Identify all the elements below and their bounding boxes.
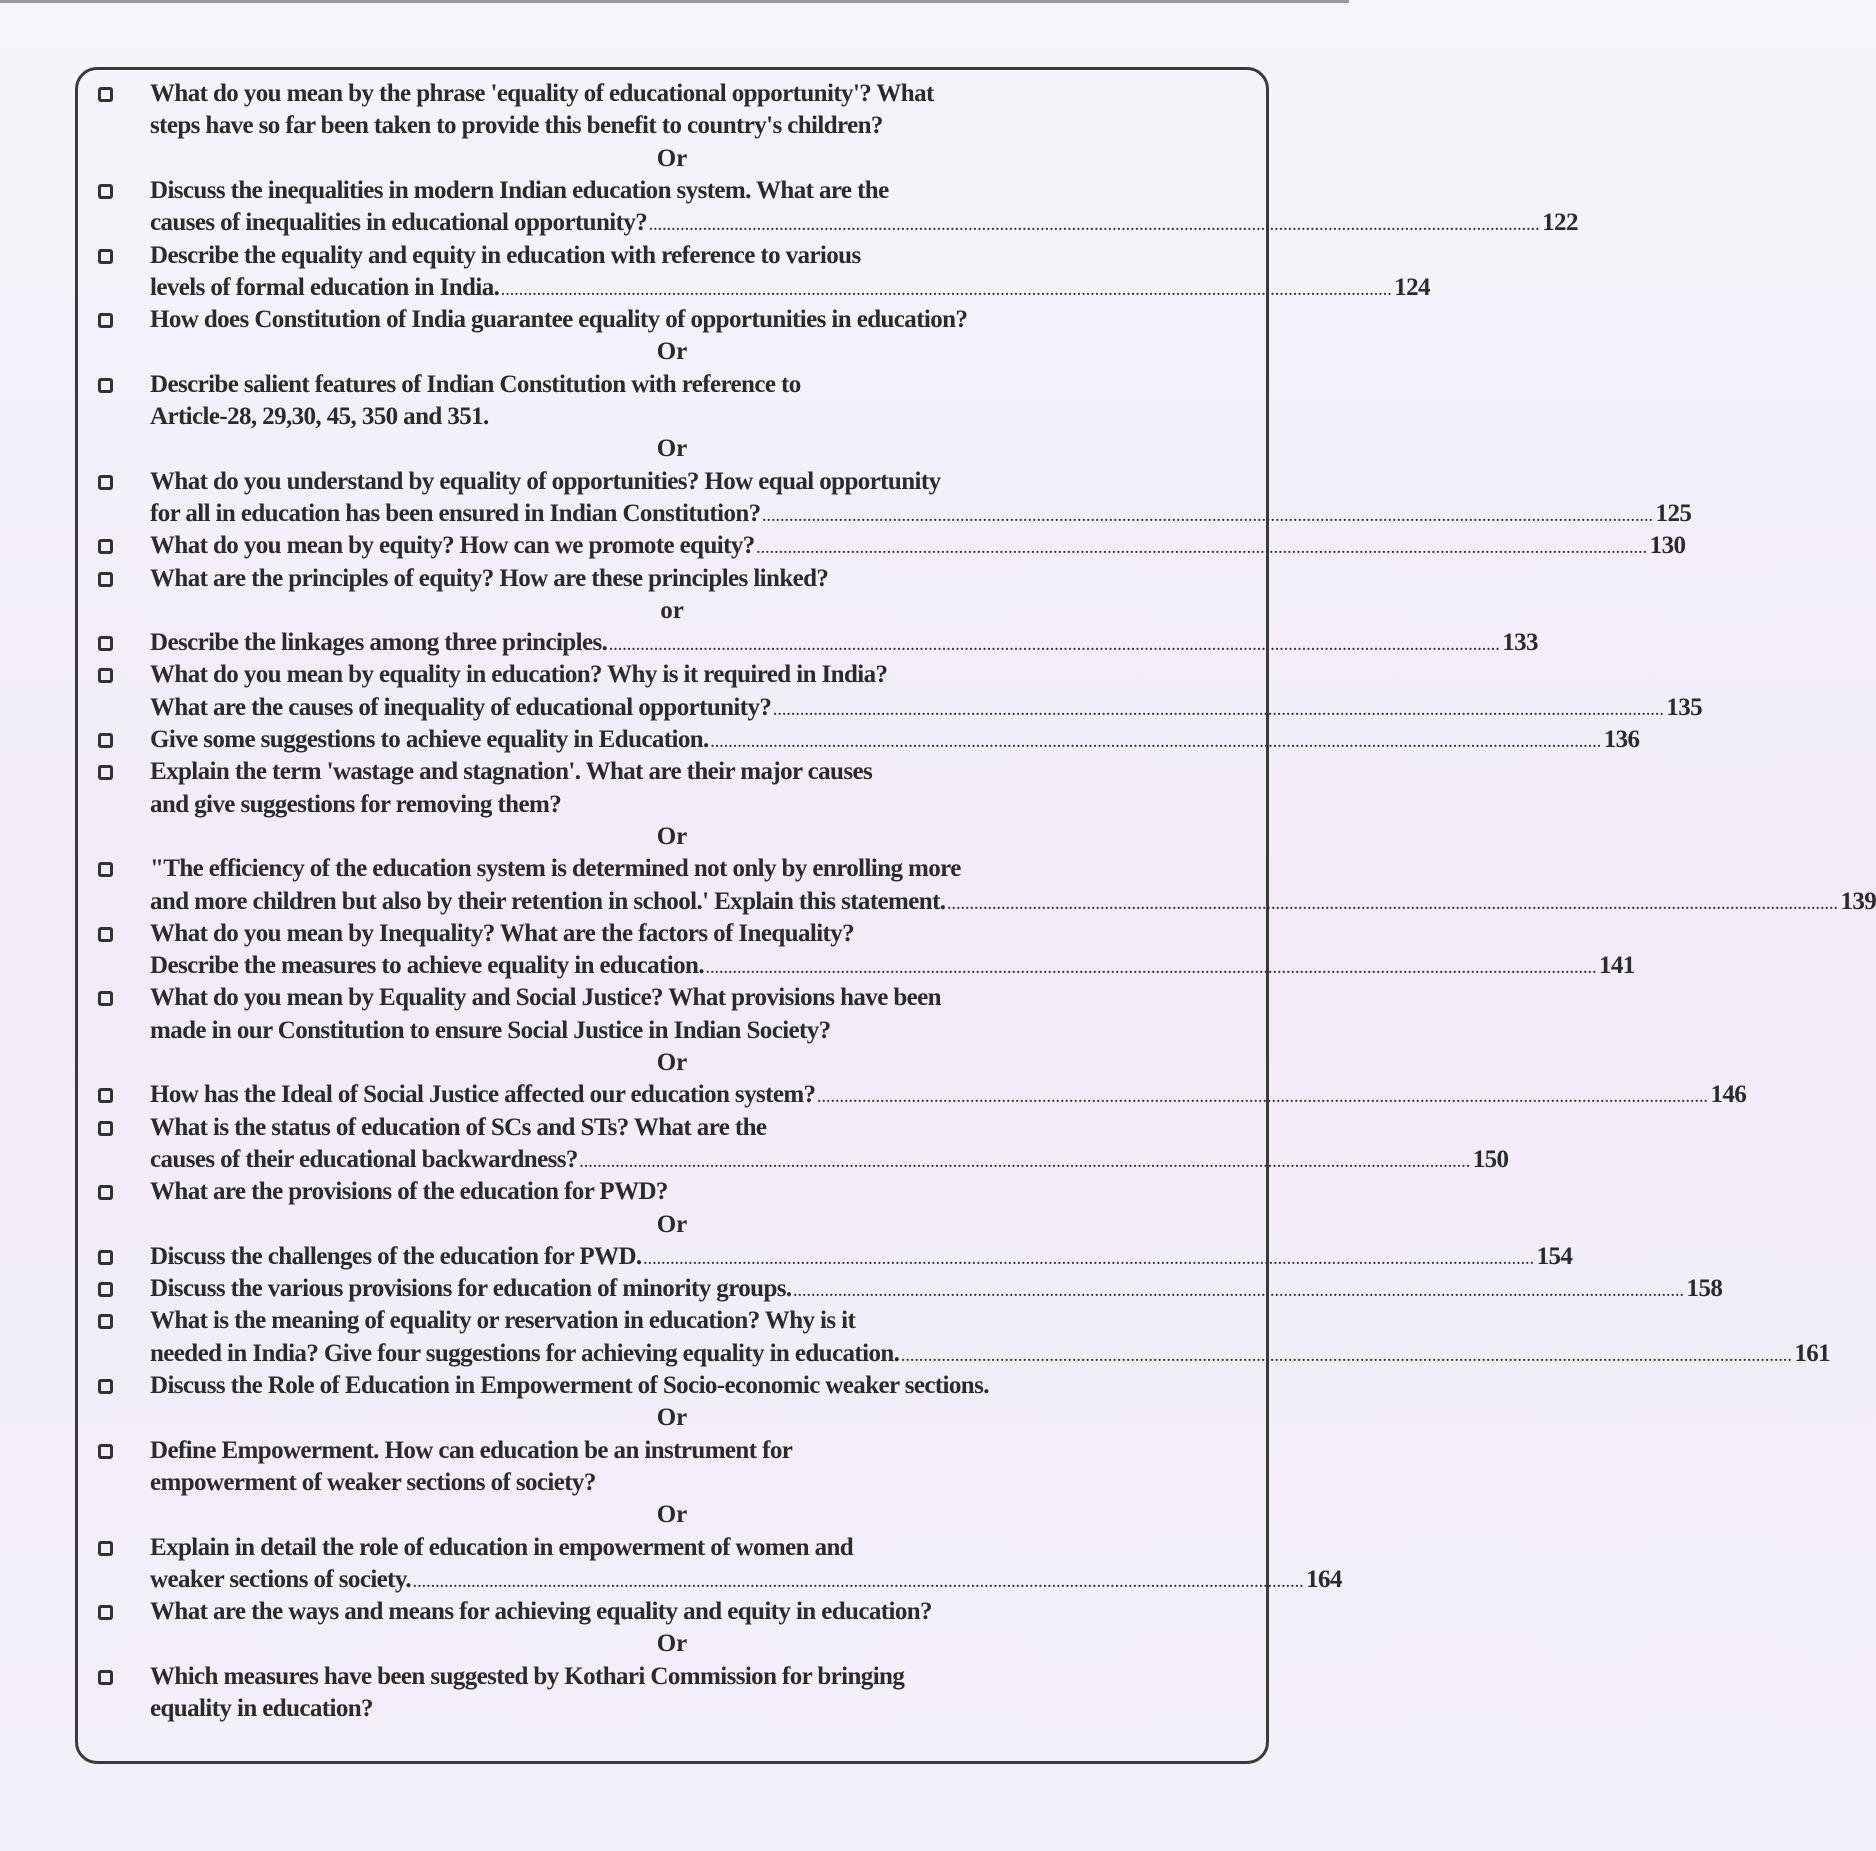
question-text: Article-28, 29,30, 45, 350 and 351. <box>150 403 489 430</box>
question-text: Explain in detail the role of education in empowerment of women and <box>150 1533 854 1561</box>
question-line <box>150 240 1250 272</box>
question-line <box>150 1596 1250 1628</box>
question-text: weaker sections of society. <box>150 1565 412 1593</box>
question-line <box>150 1467 1250 1499</box>
question-line <box>150 1661 1250 1693</box>
question-text: What do you mean by equity? How can we promote equity? <box>150 532 755 560</box>
entry-with-page[interactable] <box>150 1144 1509 1180</box>
checkbox-icon[interactable] <box>98 991 113 1006</box>
entry-with-page[interactable] <box>150 724 1640 760</box>
page-number[interactable]: 158 <box>1686 1275 1723 1303</box>
checkbox-icon[interactable] <box>98 475 113 490</box>
question-text: What do you mean by equality in education? Why is it required in India? <box>150 661 888 689</box>
checkbox-icon[interactable] <box>98 1379 113 1394</box>
page-number[interactable]: 135 <box>1666 693 1703 721</box>
page-number[interactable]: 125 <box>1655 499 1692 527</box>
question-text: "The efficiency of the education system is determined not only by enrolling more <box>150 855 961 883</box>
or-separator: Or <box>656 1210 688 1238</box>
question-text: Describe the measures to achieve equality in education. <box>150 952 704 980</box>
question-line <box>150 1176 1250 1208</box>
question-line <box>150 110 1250 142</box>
question-text: What do you mean by Equality and Social Justice? What provisions have been <box>150 984 941 1012</box>
dot-leader: ...................................................................................................................................................................................................... <box>762 509 1654 525</box>
question-line <box>150 1112 1250 1144</box>
dot-leader: ...................................................................................................................................................................................................... <box>705 962 1597 978</box>
question-text: Describe the linkages among three principles. <box>150 629 608 657</box>
checkbox-icon[interactable] <box>98 184 113 199</box>
entry-with-page[interactable] <box>150 1079 1747 1115</box>
question-line <box>150 950 1635 982</box>
entry-with-page[interactable] <box>150 886 1876 922</box>
checkbox-icon[interactable] <box>98 1088 113 1103</box>
question-text: made in our Constitution to ensure Social Justice in Indian Society? <box>150 1016 831 1044</box>
question-text: equality in education? <box>150 1695 373 1722</box>
question-text: How has the Ideal of Social Justice affected our education system? <box>150 1081 816 1109</box>
question-text: Define Empowerment. How can education be an instrument for <box>150 1436 793 1464</box>
or-separator: Or <box>656 1404 688 1432</box>
question-line <box>150 1015 1250 1047</box>
or-separator: or <box>660 596 684 624</box>
dot-leader: ...................................................................................................................................................................................................... <box>756 542 1648 558</box>
entry-with-page[interactable] <box>150 1241 1573 1277</box>
question-line <box>150 1273 1723 1305</box>
question-line <box>150 724 1640 756</box>
entry-with-page[interactable] <box>150 1338 1831 1374</box>
dot-leader: ...................................................................................................................................................................................................... <box>947 897 1839 913</box>
dot-leader: ...................................................................................................................................................................................................... <box>501 283 1393 299</box>
dot-leader: ...................................................................................................................................................................................................... <box>643 1252 1535 1268</box>
page-number[interactable]: 141 <box>1598 952 1635 980</box>
checkbox-icon[interactable] <box>98 733 113 748</box>
checkbox-icon[interactable] <box>98 539 113 554</box>
checkbox-icon[interactable] <box>98 1541 113 1556</box>
checkbox-icon[interactable] <box>98 1185 113 1200</box>
question-text: Discuss the challenges of the education for PWD. <box>150 1242 642 1270</box>
question-line <box>150 692 1703 724</box>
question-text: Give some suggestions to achieve equality in Education. <box>150 726 709 753</box>
question-line <box>150 530 1686 562</box>
or-separator: Or <box>656 338 688 366</box>
dot-leader: ...................................................................................................................................................................................................... <box>413 1575 1305 1591</box>
or-separator: Or <box>656 1049 688 1076</box>
question-line <box>150 789 1250 821</box>
question-line <box>150 272 1430 304</box>
dot-leader: ...................................................................................................................................................................................................... <box>710 736 1602 751</box>
question-text: Describe salient features of Indian Constitution with reference to <box>150 370 801 398</box>
or-separator: Or <box>656 1630 688 1658</box>
page-number[interactable]: 124 <box>1394 273 1430 301</box>
or-separator: Or <box>656 435 688 463</box>
or-separator: Or <box>656 1501 688 1529</box>
checkbox-icon[interactable] <box>98 249 113 264</box>
question-line <box>150 1144 1509 1176</box>
checkbox-icon[interactable] <box>98 1314 113 1329</box>
question-line <box>150 1693 1250 1725</box>
question-text: Discuss the inequalities in modern Indian education system. What are the <box>150 176 889 204</box>
page-number[interactable]: 150 <box>1472 1145 1509 1173</box>
question-line <box>150 1435 1250 1467</box>
question-text: What do you mean by Inequality? What are the factors of Inequality? <box>150 919 855 947</box>
dot-leader: ...................................................................................................................................................................................................... <box>817 1091 1709 1107</box>
question-text: Explain the term 'wastage and stagnation'. What are their major causes <box>150 758 873 786</box>
page-number[interactable]: 139 <box>1840 887 1876 915</box>
page-number[interactable]: 133 <box>1502 629 1538 657</box>
entry-with-page[interactable] <box>150 1273 1723 1309</box>
question-line <box>150 1338 1831 1370</box>
checkbox-icon[interactable] <box>98 1670 113 1685</box>
page-number[interactable]: 122 <box>1542 209 1578 237</box>
entry-with-page[interactable] <box>150 272 1430 308</box>
checkbox-icon[interactable] <box>98 1444 113 1459</box>
question-line <box>150 659 1250 691</box>
question-line <box>150 1532 1250 1564</box>
checkbox-icon[interactable] <box>98 1282 113 1297</box>
dot-leader: ...................................................................................................................................................................................................... <box>773 703 1665 719</box>
page-top-edge <box>0 0 1349 3</box>
dot-leader: ...................................................................................................................................................................................................... <box>649 219 1541 235</box>
page-number[interactable]: 130 <box>1649 532 1686 560</box>
checkbox-icon[interactable] <box>98 1605 113 1620</box>
or-separator: Or <box>656 144 688 172</box>
entry-with-page[interactable] <box>150 627 1538 663</box>
question-line <box>150 563 1250 595</box>
question-text: steps have so far been taken to provide this benefit to country's children? <box>150 112 883 140</box>
question-line <box>150 369 1250 401</box>
checkbox-icon[interactable] <box>98 313 113 328</box>
question-line <box>150 1241 1573 1273</box>
question-text: for all in education has been ensured in Indian Constitution? <box>150 499 761 527</box>
dot-leader: ...................................................................................................................................................................................................... <box>793 1285 1685 1301</box>
checkbox-icon[interactable] <box>98 927 113 942</box>
question-text: What do you mean by the phrase 'equality of educational opportunity'? What <box>150 80 934 107</box>
question-text: levels of formal education in India. <box>150 273 500 301</box>
checkbox-icon[interactable] <box>98 862 113 877</box>
question-line <box>150 756 1250 788</box>
entry-with-page[interactable] <box>150 950 1635 986</box>
page-number[interactable]: 164 <box>1306 1565 1342 1593</box>
checkbox-icon[interactable] <box>98 765 113 780</box>
question-line <box>150 886 1876 918</box>
entry-with-page[interactable] <box>150 1564 1342 1600</box>
checkbox-icon[interactable] <box>98 572 113 587</box>
entry-with-page[interactable] <box>150 498 1692 534</box>
question-text: What is the status of education of SCs and STs? What are the <box>150 1113 767 1141</box>
page-number[interactable]: 154 <box>1536 1242 1573 1270</box>
dot-leader: ...................................................................................................................................................................................................... <box>901 1349 1793 1365</box>
question-line <box>150 207 1578 239</box>
checkbox-icon[interactable] <box>98 1250 113 1265</box>
question-line <box>150 1305 1250 1337</box>
checkbox-icon[interactable] <box>98 636 113 651</box>
question-line <box>150 304 1250 336</box>
question-text: What do you understand by equality of opportunities? How equal opportunity <box>150 467 941 495</box>
question-text: Discuss the various provisions for education of minority groups. <box>150 1275 792 1303</box>
question-text: needed in India? Give four suggestions for achieving equality in education. <box>150 1339 900 1367</box>
question-line <box>150 466 1250 498</box>
page-number[interactable]: 161 <box>1794 1339 1831 1367</box>
question-line <box>150 175 1250 207</box>
question-line <box>150 853 1250 885</box>
checkbox-icon[interactable] <box>98 1121 113 1136</box>
question-line <box>150 1564 1342 1596</box>
question-text: What are the causes of inequality of educational opportunity? <box>150 693 772 721</box>
question-text: Which measures have been suggested by Kothari Commission for bringing <box>150 1662 905 1690</box>
question-line <box>150 627 1538 659</box>
checkbox-icon[interactable] <box>98 87 113 102</box>
dot-leader: ...................................................................................................................................................................................................... <box>609 639 1501 655</box>
question-text: causes of inequalities in educational opportunity? <box>150 209 648 237</box>
question-text: What are the ways and means for achieving equality and equity in education? <box>150 1598 932 1626</box>
question-text: How does Constitution of India guarantee equality of opportunities in education? <box>150 306 968 334</box>
question-text: and more children but also by their retention in school.' Explain this statement. <box>150 887 946 915</box>
checkbox-icon[interactable] <box>98 378 113 393</box>
question-text: empowerment of weaker sections of society? <box>150 1468 596 1496</box>
question-line <box>150 498 1692 530</box>
question-text: What are the provisions of the education for PWD? <box>150 1178 668 1206</box>
checkbox-icon[interactable] <box>98 668 113 683</box>
dot-leader: ...................................................................................................................................................................................................... <box>579 1155 1471 1171</box>
entry-with-page[interactable] <box>150 207 1578 243</box>
question-line <box>150 401 1250 433</box>
question-line <box>150 1370 1250 1402</box>
question-text: causes of their educational backwardness? <box>150 1145 578 1173</box>
page-number[interactable]: 146 <box>1710 1081 1747 1109</box>
question-text: Describe the equality and equity in education with reference to various <box>150 241 861 269</box>
question-text: and give suggestions for removing them? <box>150 790 562 818</box>
question-line <box>150 982 1250 1014</box>
entry-with-page[interactable] <box>150 530 1686 566</box>
question-line <box>150 918 1250 950</box>
entry-with-page[interactable] <box>150 692 1703 728</box>
question-text: What is the meaning of equality or reservation in education? Why is it <box>150 1307 856 1335</box>
question-text: Discuss the Role of Education in Empowerment of Socio-economic weaker sections. <box>150 1372 989 1399</box>
page-number[interactable]: 136 <box>1603 726 1640 753</box>
or-separator: Or <box>656 822 688 850</box>
question-text: What are the principles of equity? How are these principles linked? <box>150 564 829 592</box>
question-line <box>150 78 1250 110</box>
question-line <box>150 1079 1747 1111</box>
